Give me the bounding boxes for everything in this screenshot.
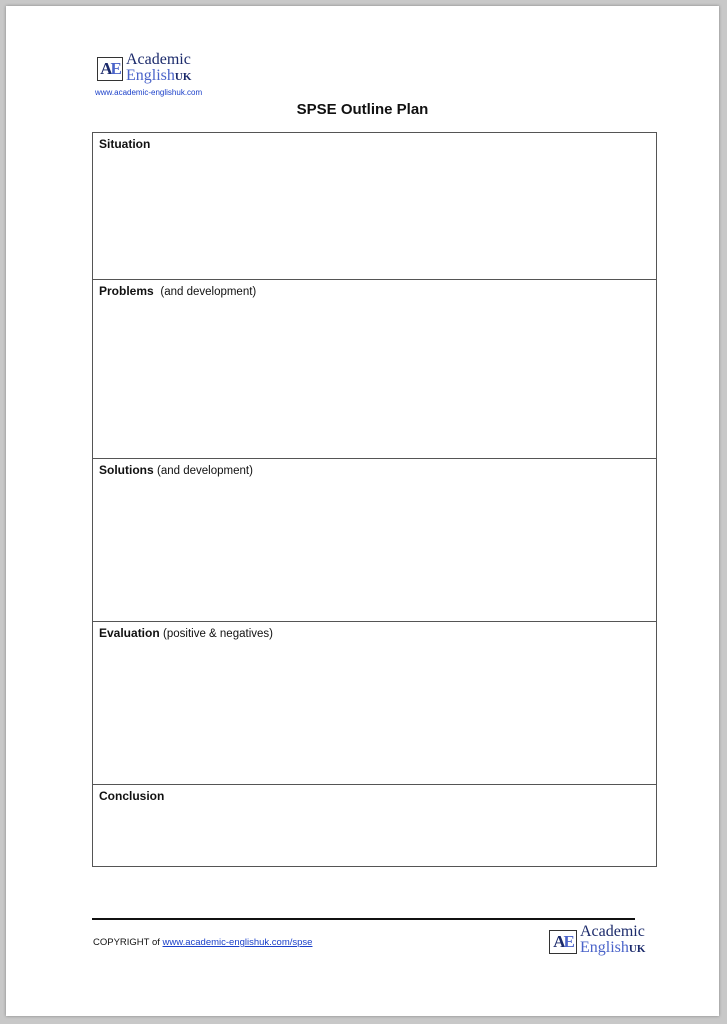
- section-note: (and development): [157, 465, 253, 477]
- outline-plan-table: [92, 132, 657, 867]
- copyright-link[interactable]: www.academic-englishuk.com/spse: [162, 937, 313, 948]
- footer-logo: [549, 924, 645, 956]
- ae-logo-mark-icon: A E: [549, 930, 577, 954]
- table-row: [93, 133, 657, 280]
- document-page: [6, 6, 719, 1016]
- table-row: [93, 622, 657, 785]
- logo-wordmark: [580, 924, 645, 956]
- section-situation[interactable]: [93, 133, 657, 280]
- section-label: Conclusion: [99, 789, 165, 803]
- section-label: Solutions: [99, 463, 154, 477]
- table-row: [93, 459, 657, 622]
- table-row: [93, 280, 657, 459]
- copyright-prefix: COPYRIGHT of: [93, 937, 160, 948]
- section-label: Problems: [99, 284, 154, 298]
- logo-text-uk: UK: [628, 943, 646, 955]
- section-note: (positive & negatives): [163, 628, 273, 640]
- site-url[interactable]: www.academic-englishuk.com: [95, 88, 203, 97]
- section-solutions[interactable]: [93, 459, 657, 622]
- academic-english-logo: [97, 52, 191, 84]
- page-title: SPSE Outline Plan: [296, 101, 429, 118]
- section-label: Situation: [99, 137, 151, 151]
- section-note: (and development): [160, 286, 257, 298]
- logo-wordmark: [126, 52, 191, 84]
- footer-divider: [92, 918, 635, 920]
- logo-text-line1: Academic: [126, 51, 191, 68]
- table-row: [93, 785, 657, 867]
- logo-text-line2: English: [126, 67, 175, 84]
- logo-text-line1: Academic: [580, 923, 645, 940]
- section-label: Evaluation: [99, 626, 160, 640]
- logo-text-line2: English: [580, 939, 629, 956]
- section-evaluation[interactable]: [93, 622, 657, 785]
- section-conclusion[interactable]: [93, 785, 657, 867]
- copyright-notice: [93, 937, 312, 948]
- section-problems[interactable]: [93, 280, 657, 459]
- logo-text-uk: UK: [174, 71, 192, 83]
- ae-logo-mark-icon: A E: [97, 57, 123, 81]
